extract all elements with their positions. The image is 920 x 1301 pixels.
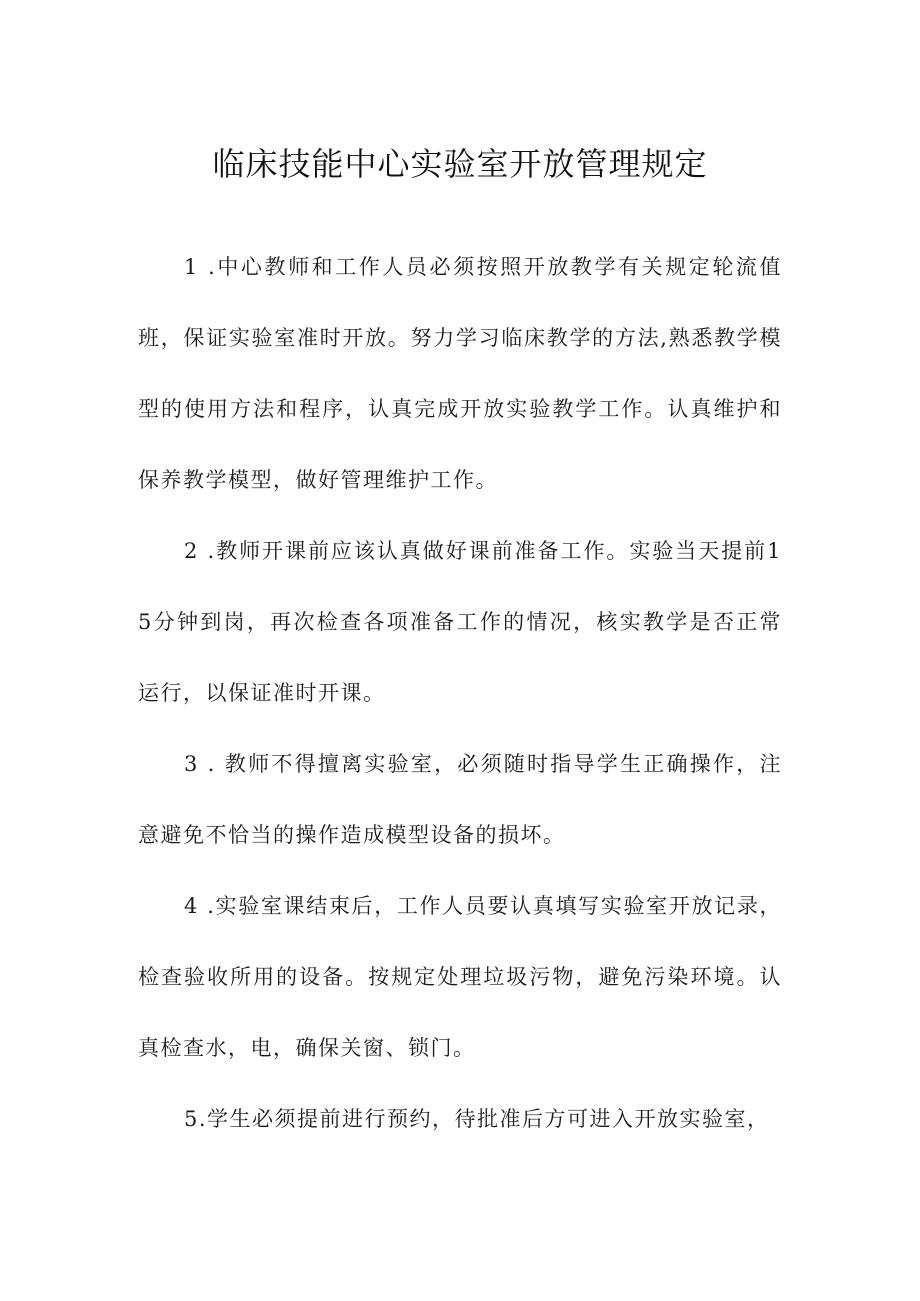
paragraph-3: 3 . 教师不得擅离实验室，必须随时指导学生正确操作，注意避免不恰当的操作造成模型设备的损坏。 (138, 752, 782, 847)
paragraph-4: 4 .实验室课结束后，工作人员要认真填写实验室开放记录，检查验收所用的设备。按规定处理垃圾污物，避免污染环境。认真检查水，电，确保关窗、锁门。 (138, 894, 782, 1060)
paragraph-5: 5.学生必须提前进行预约，待批准后方可进入开放实验室， (184, 1107, 770, 1131)
document-title: 临床技能中心实验室开放管理规定 (212, 145, 708, 183)
document-body (138, 232, 782, 1155)
paragraph-1: 1 .中心教师和工作人员必须按照开放教学有关规定轮流值班，保证实验室准时开放。努力学习临床教学的方法,熟悉教学模型的使用方法和程序，认真完成开放实验教学工作。认真维护和保养教学模型，做好管理维护工作。 (138, 255, 782, 492)
paragraph-2: 2 .教师开课前应该认真做好课前准备工作。实验当天提前15分钟到岗，再次检查各项准备工作的情况，核实教学是否正常运行，以保证准时开课。 (138, 539, 782, 705)
